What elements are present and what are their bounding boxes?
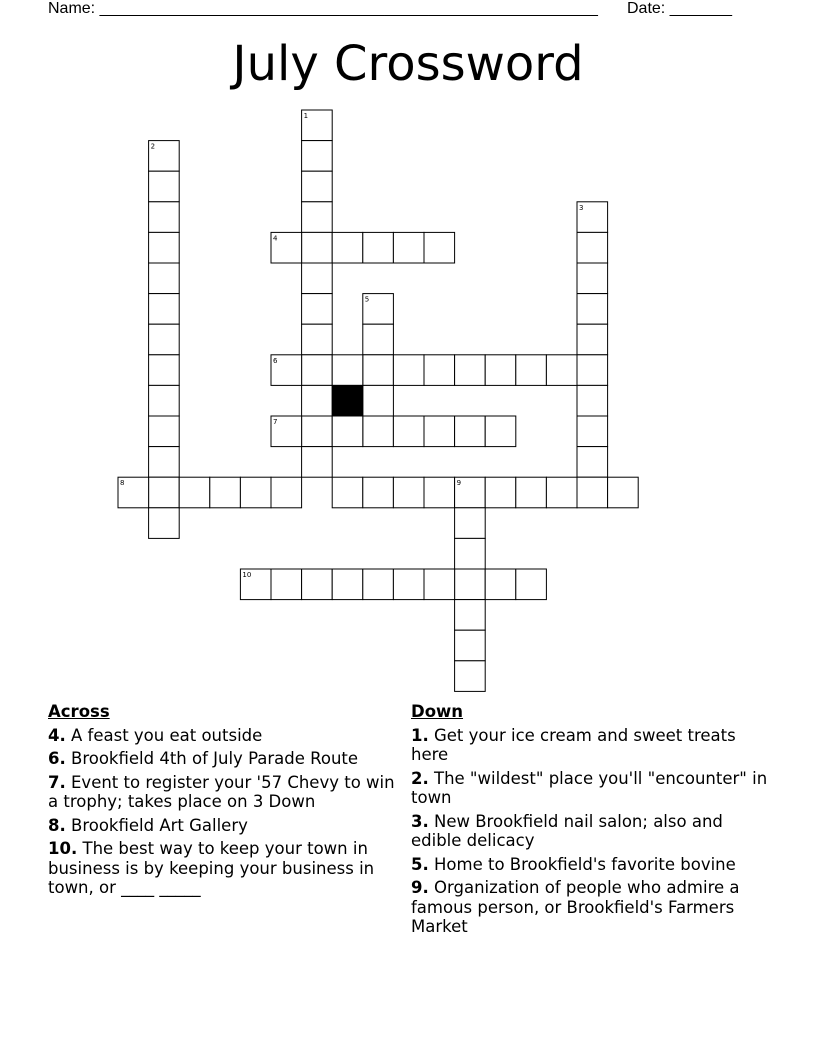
clue-number-label: 10 bbox=[242, 571, 252, 579]
grid-cell[interactable] bbox=[240, 477, 271, 508]
grid-cell[interactable] bbox=[302, 202, 333, 233]
grid-cell[interactable] bbox=[455, 600, 486, 631]
clue-number-label: 6 bbox=[273, 356, 278, 365]
clue-number: 6. bbox=[48, 749, 66, 768]
grid-cell[interactable] bbox=[332, 355, 363, 386]
grid-cell[interactable] bbox=[302, 324, 333, 355]
clue-number: 4. bbox=[48, 725, 66, 745]
clue-text: A feast you eat outside bbox=[71, 725, 263, 745]
grid-cell[interactable] bbox=[332, 232, 363, 263]
clue-number: 1. bbox=[411, 725, 429, 745]
grid-cell[interactable] bbox=[577, 477, 608, 508]
grid-cell[interactable] bbox=[363, 416, 394, 447]
clue-number: 8. bbox=[48, 815, 66, 835]
grid-cell[interactable] bbox=[149, 294, 180, 325]
grid-cell[interactable] bbox=[455, 630, 486, 661]
across-clue bbox=[48, 749, 398, 769]
grid-cell[interactable] bbox=[485, 477, 516, 508]
down-clue bbox=[411, 855, 776, 875]
grid-cell[interactable] bbox=[546, 477, 577, 508]
down-clue bbox=[411, 769, 776, 808]
down-clues bbox=[411, 702, 776, 941]
grid-cell[interactable] bbox=[608, 477, 639, 508]
clue-number: 5. bbox=[411, 854, 429, 874]
grid-cell[interactable] bbox=[149, 355, 180, 386]
page-title: July Crossword bbox=[232, 36, 584, 92]
clue-number-label: 3 bbox=[579, 203, 584, 212]
grid-cell[interactable] bbox=[546, 355, 577, 386]
across-clue bbox=[48, 816, 398, 836]
grid-cell[interactable] bbox=[577, 263, 608, 294]
grid-cell[interactable] bbox=[302, 385, 333, 416]
grid-cell[interactable] bbox=[577, 355, 608, 386]
grid-cell[interactable] bbox=[149, 263, 180, 294]
grid-cell[interactable] bbox=[332, 477, 363, 508]
name-field[interactable]: Name: ________________________________________________________ bbox=[48, 0, 598, 17]
grid-cell[interactable] bbox=[149, 508, 180, 539]
clue-text: Organization of people who admire a famous person, or Brookfield's Farmers Market bbox=[411, 878, 740, 936]
grid-cell[interactable] bbox=[149, 477, 180, 508]
clue-number: 7. bbox=[48, 772, 66, 792]
grid-cell[interactable] bbox=[455, 508, 486, 539]
grid-cell[interactable] bbox=[302, 141, 333, 172]
grid-black-cell bbox=[332, 385, 363, 416]
grid-cell[interactable] bbox=[424, 355, 455, 386]
grid-cell[interactable] bbox=[363, 232, 394, 263]
grid-cell[interactable] bbox=[455, 661, 486, 692]
grid-cell[interactable] bbox=[302, 569, 333, 600]
date-field[interactable]: Date: _______ bbox=[627, 0, 732, 17]
grid-cell[interactable] bbox=[332, 569, 363, 600]
across-clue bbox=[48, 839, 398, 898]
clue-number-label: 9 bbox=[456, 479, 462, 488]
clue-number-label: 5 bbox=[364, 295, 370, 304]
grid-cell[interactable] bbox=[516, 355, 547, 386]
grid-cell[interactable] bbox=[393, 232, 424, 263]
down-clue bbox=[411, 878, 776, 937]
grid-cell[interactable] bbox=[179, 477, 210, 508]
grid-cell[interactable] bbox=[363, 477, 394, 508]
grid-cell[interactable] bbox=[393, 355, 424, 386]
clue-text: The "wildest" place you'll "encounter" in town bbox=[411, 768, 768, 807]
grid-cell[interactable] bbox=[149, 171, 180, 202]
grid-cell[interactable] bbox=[516, 569, 547, 600]
grid-cell[interactable] bbox=[455, 416, 486, 447]
clue-number-label: 8 bbox=[120, 479, 125, 488]
grid-cell[interactable] bbox=[149, 202, 180, 233]
grid-cell[interactable] bbox=[393, 477, 424, 508]
across-clue bbox=[48, 726, 398, 746]
clue-number-label: 2 bbox=[150, 142, 156, 151]
down-clue bbox=[411, 812, 776, 851]
grid-cell[interactable] bbox=[149, 385, 180, 416]
down-heading: Down bbox=[411, 702, 464, 721]
grid-cell[interactable] bbox=[271, 569, 302, 600]
clue-text: Brookfield 4th of July Parade Route bbox=[71, 749, 359, 768]
grid-cell[interactable] bbox=[271, 477, 302, 508]
clue-text: The best way to keep your town in business is by keeping your business in town, or ____ _____ bbox=[48, 839, 375, 897]
across-clues bbox=[48, 702, 398, 902]
grid-cell[interactable] bbox=[455, 355, 486, 386]
grid-cell[interactable] bbox=[577, 324, 608, 355]
grid-cell[interactable] bbox=[302, 171, 333, 202]
grid-cell[interactable] bbox=[302, 447, 333, 478]
clue-number: 9. bbox=[411, 878, 429, 897]
down-clue bbox=[411, 726, 776, 765]
grid-cell[interactable] bbox=[302, 294, 333, 325]
clue-number-label: 7 bbox=[273, 418, 278, 426]
grid-cell[interactable] bbox=[363, 385, 394, 416]
grid-cell[interactable] bbox=[516, 477, 547, 508]
clue-text: Home to Brookfield's favorite bovine bbox=[434, 854, 736, 874]
grid-cell[interactable] bbox=[577, 294, 608, 325]
clue-number: 2. bbox=[411, 768, 429, 788]
grid-cell[interactable] bbox=[210, 477, 241, 508]
grid-cell[interactable] bbox=[149, 232, 180, 263]
clue-text: Event to register your '57 Chevy to win a trophy; takes place on 3 Down bbox=[48, 772, 395, 811]
grid-cell[interactable] bbox=[577, 416, 608, 447]
grid-cell[interactable] bbox=[332, 416, 363, 447]
clue-number: 10. bbox=[48, 839, 78, 858]
grid-cell[interactable] bbox=[302, 232, 333, 263]
across-clue bbox=[48, 773, 398, 812]
grid-cell[interactable] bbox=[424, 569, 455, 600]
grid-cell[interactable] bbox=[393, 569, 424, 600]
grid-cell[interactable] bbox=[424, 416, 455, 447]
grid-cell[interactable] bbox=[149, 416, 180, 447]
grid-cell[interactable] bbox=[393, 416, 424, 447]
grid-cell[interactable] bbox=[577, 447, 608, 478]
across-heading: Across bbox=[48, 702, 110, 721]
grid-cell[interactable] bbox=[424, 232, 455, 263]
grid-cell[interactable] bbox=[424, 477, 455, 508]
clue-text: New Brookfield nail salon; also and edible delicacy bbox=[411, 811, 723, 850]
clue-number-label: 1 bbox=[303, 112, 309, 120]
grid-cell[interactable] bbox=[302, 263, 333, 294]
grid-cell[interactable] bbox=[577, 385, 608, 416]
grid-cell[interactable] bbox=[149, 447, 180, 478]
grid-cell[interactable] bbox=[455, 569, 486, 600]
grid-cell[interactable] bbox=[363, 324, 394, 355]
clue-number: 3. bbox=[411, 811, 429, 831]
grid-cell[interactable] bbox=[363, 569, 394, 600]
grid-cell[interactable] bbox=[302, 416, 333, 447]
grid-cell[interactable] bbox=[485, 355, 516, 386]
grid-cell[interactable] bbox=[485, 569, 516, 600]
grid-cell[interactable] bbox=[455, 538, 486, 569]
clue-text: Brookfield Art Gallery bbox=[71, 815, 248, 835]
clue-text: Get your ice cream and sweet treats here bbox=[411, 725, 736, 764]
grid-cell[interactable] bbox=[577, 232, 608, 263]
grid-cell[interactable] bbox=[363, 355, 394, 386]
grid-cell[interactable] bbox=[302, 355, 333, 386]
grid-cell[interactable] bbox=[485, 416, 516, 447]
grid-cell[interactable] bbox=[149, 324, 180, 355]
clue-number-label: 4 bbox=[273, 234, 278, 243]
